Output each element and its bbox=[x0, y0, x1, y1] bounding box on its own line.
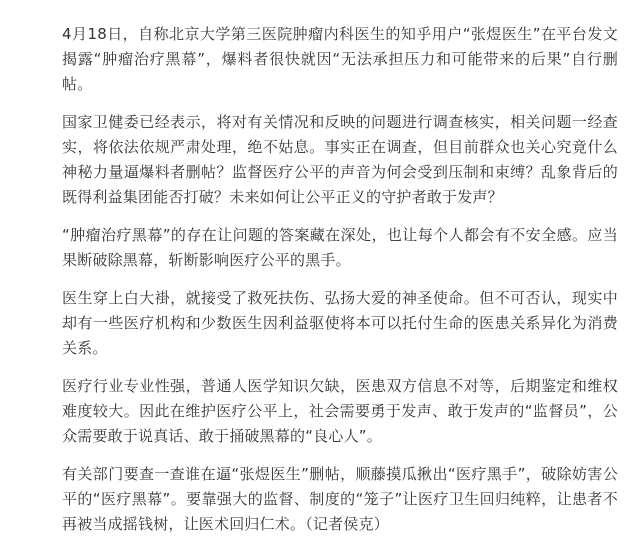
article-body bbox=[62, 22, 618, 537]
paragraph-4: 医生穿上白大褂，就接受了救死扶伤、弘扬大爱的神圣使命。但不可否认，现实中却有一些医疗机构和少数医生因利益驱使将本可以托付生命的医患关系异化为消费关系。 bbox=[62, 289, 618, 357]
paragraph-6: 有关部门要查一查谁在逼“张煜医生”删帖，顺藤摸瓜揪出“医疗黑手”，破除妨害公平的“医疗黑幕”。要靠强大的监督、制度的“笼子”让医疗卫生回归纯粹，让患者不再被当成摇钱树，让医术回归仁术。（记者侯克） bbox=[62, 465, 618, 533]
paragraph-3: “肿瘤治疗黑幕”的存在让问题的答案藏在深处，也让每个人都会有不安全感。应当果断破除黑幕，斩断影响医疗公平的黑手。 bbox=[62, 226, 618, 269]
paragraph-1: 4月18日，自称北京大学第三医院肿瘤内科医生的知乎用户“张煜医生”在平台发文揭露“肿瘤治疗黑幕”，爆料者很快就因“无法承担压力和可能带来的后果”自行删帖。 bbox=[62, 25, 618, 93]
paragraph-5: 医疗行业专业性强，普通人医学知识欠缺，医患双方信息不对等，后期鉴定和维权难度较大。因此在维护医疗公平上，社会需要勇于发声、敢于发声的“监督员”，公众需要敢于说真话、敢于捅破黑幕的“良心人”。 bbox=[62, 377, 618, 445]
paragraph-2: 国家卫健委已经表示，将对有关情况和反映的问题进行调查核实，相关问题一经查实，将依法依规严肃处理，绝不姑息。事实正在调查，但目前群众也关心究竟什么神秘力量逼爆料者删帖？监督医疗公平的声音为何会受到压制和束缚？乱象背后的既得利益集团能否打破？未来如何让公平正义的守护者敢于发声？ bbox=[62, 113, 618, 206]
